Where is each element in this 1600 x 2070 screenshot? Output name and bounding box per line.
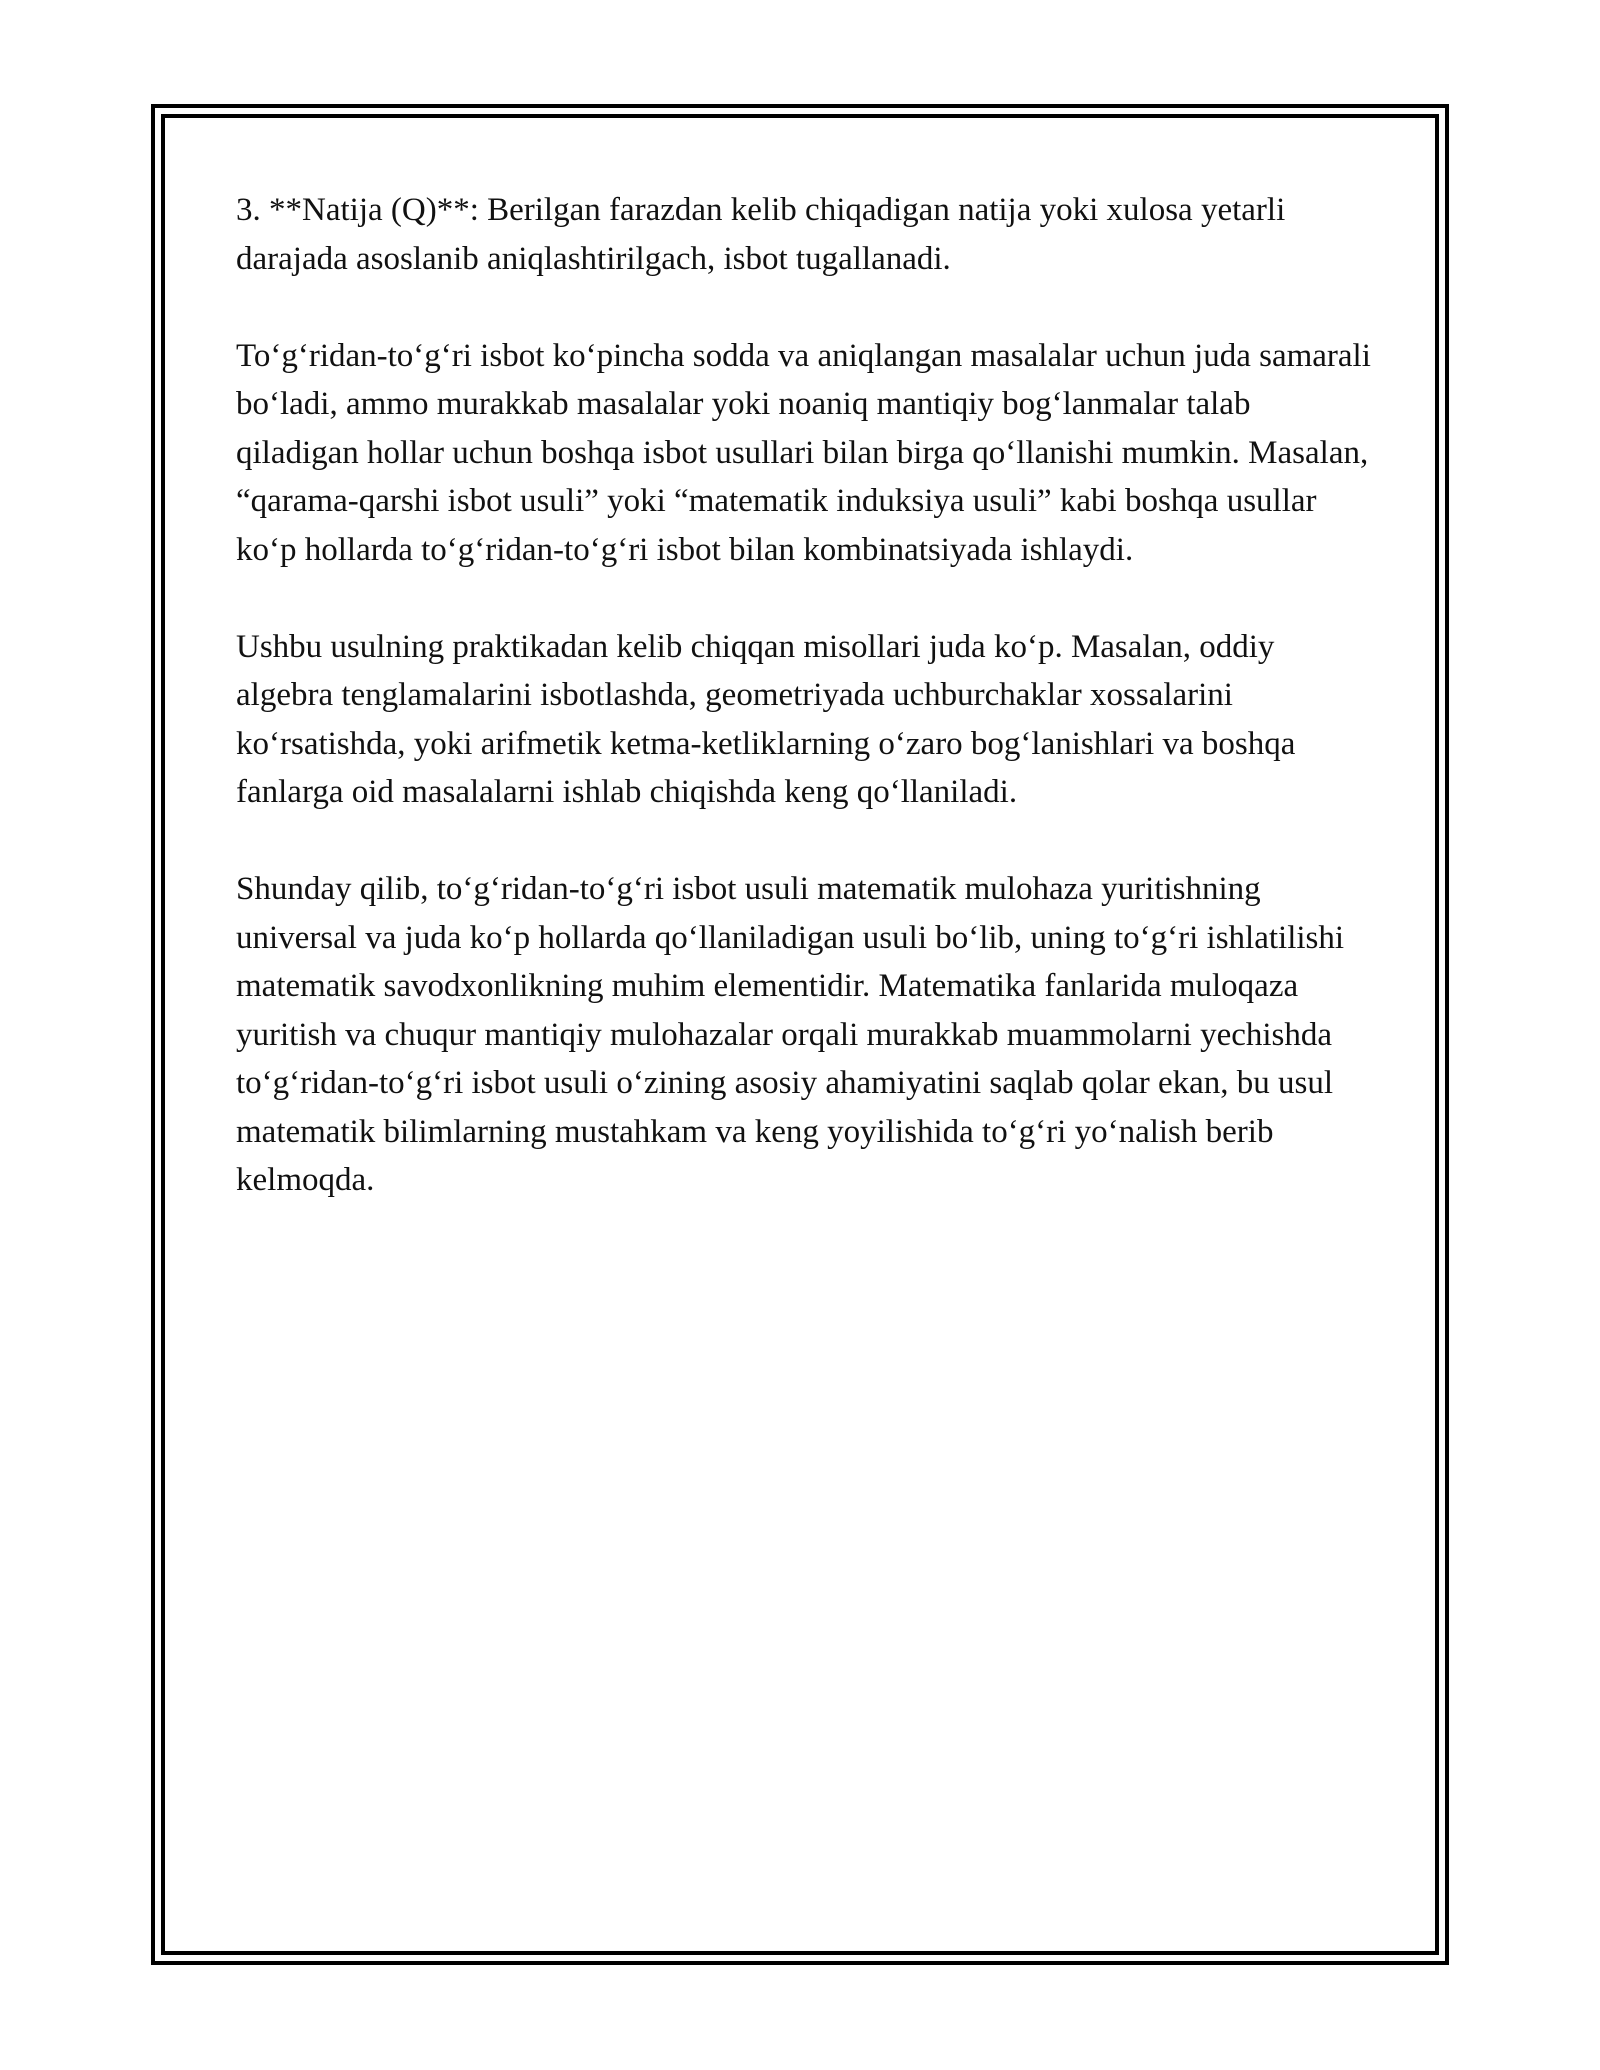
paragraph-practical-examples: Ushbu usulning praktikadan kelib chiqqan misollari juda ko‘p. Masalan, oddiy algebra tenglamalarini isbotlashda, geometriyada uchburchaklar xossalarini ko‘rsatishda, yoki arifmetik ketma-ketliklarning o‘zaro bog‘lanishlari va boshqa fanlarga oid masalalarni ishlab chiqishda keng qo‘llaniladi. (236, 628, 1296, 810)
paragraph-conclusion: Shunday qilib, to‘g‘ridan-to‘g‘ri isbot usuli matematik mulohaza yuritishning universal va juda ko‘p hollarda qo‘llaniladigan usuli bo‘lib, uning to‘g‘ri ishlatilishi matematik savodxonlikning muhim elementidir. Matematika fanlarida muloqaza yuritish va chuqur mantiqiy mulohazalar orqali murakkab muammolarni yechishda to‘g‘ridan-to‘g‘ri isbot usuli o‘zining asosiy ahamiyatini saqlab qolar ekan, bu usul matematik bilimlarning mustahkam va keng yoyilishida to‘g‘ri yo‘nalish berib kelmoqda. (236, 871, 1345, 1198)
paragraph-direct-proof-usage: To‘g‘ridan-to‘g‘ri isbot ko‘pincha sodda va aniqlangan masalalar uchun juda samarali bo‘ladi, ammo murakkab masalalar yoki noaniq mantiqiy bog‘lanmalar talab qiladigan hollar uchun boshqa isbot usullari bilan birga qo‘llanishi mumkin. Masalan, “qarama-qarshi isbot usuli” yoki “matematik induksiya usuli” kabi boshqa usullar ko‘p hollarda to‘g‘ridan-to‘g‘ri isbot bilan kombinatsiyada ishlaydi. (236, 337, 1371, 568)
page-content (236, 186, 1376, 1253)
paragraph-result-step: 3. **Natija (Q)**: Berilgan farazdan kelib chiqadigan natija yoki xulosa yetarli darajada asoslanib aniqlashtirilgach, isbot tugallanadi. (236, 192, 1286, 277)
